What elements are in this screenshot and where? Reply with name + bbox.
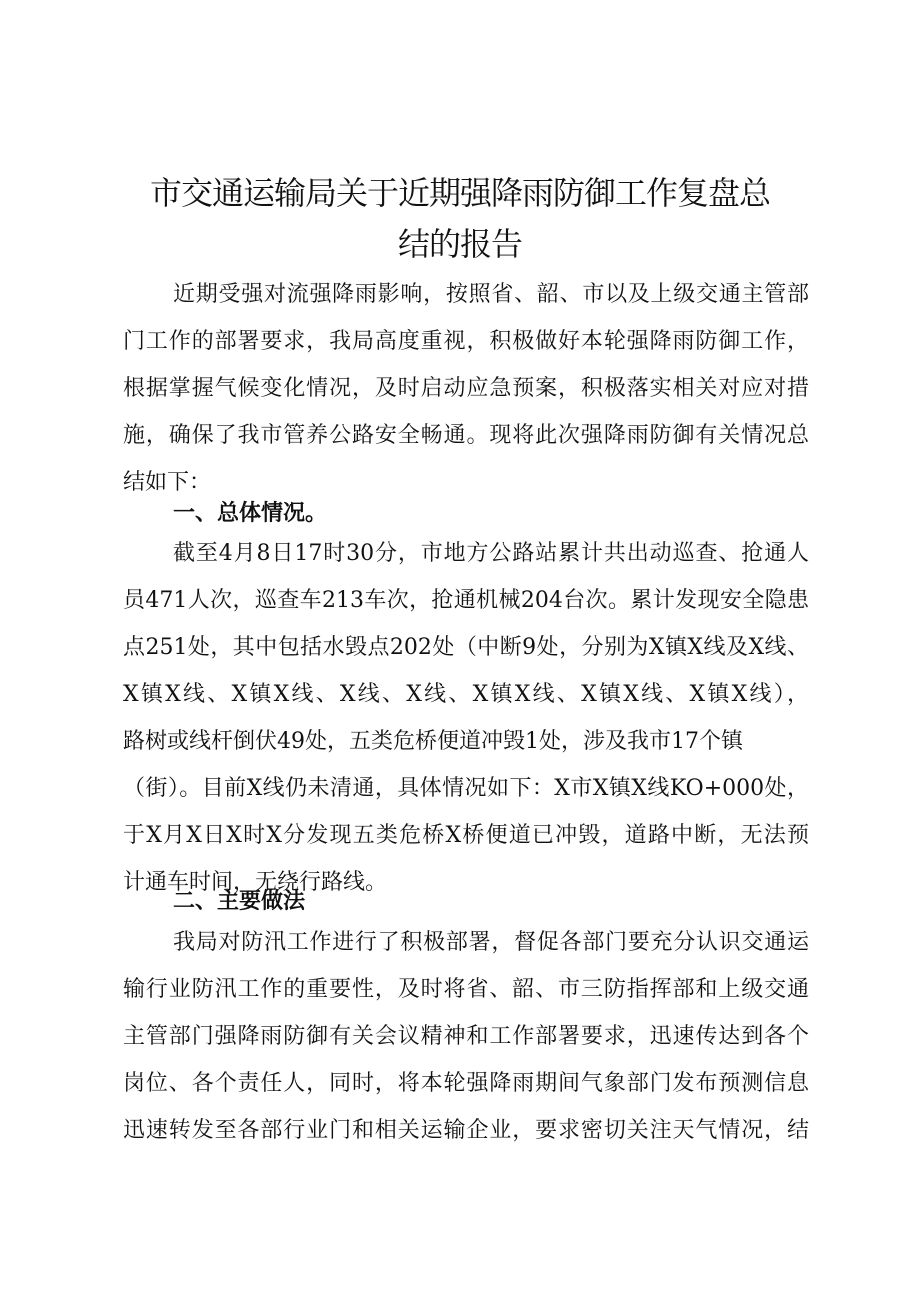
paragraph-line: 截至4月8日17时30分，市地方公路站累计共出动巡查、抢通人 bbox=[173, 541, 809, 566]
intro-paragraph bbox=[123, 271, 809, 506]
paragraph-line: （街）。目前X线仍未清通，具体情况如下：X市X镇X线KO+000处， bbox=[123, 776, 809, 801]
paragraph-line: 结如下： bbox=[123, 470, 212, 495]
paragraph-line: 输行业防汛工作的重要性，及时将省、韶、市三防指挥部和上级交通 bbox=[123, 977, 809, 1002]
paragraph-line: 门工作的部署要求，我局高度重视，积极做好本轮强降雨防御工作， bbox=[123, 329, 809, 354]
paragraph-line: 主管部门强降雨防御有关会议精神和工作部署要求，迅速传达到各个 bbox=[123, 1024, 809, 1049]
section-heading-overview: 一、总体情况。 bbox=[173, 501, 328, 526]
document-title-line-2: 结的报告 bbox=[397, 225, 522, 263]
paragraph-line: 路树或线杆倒伏49处，五类危桥便道冲毁1处，涉及我市17个镇 bbox=[123, 729, 743, 754]
measures-paragraph bbox=[123, 919, 809, 1154]
paragraph-line: 近期受强对流强降雨影响，按照省、韶、市以及上级交通主管部 bbox=[173, 282, 809, 307]
document-title-line-1: 市交通运输局关于近期强降雨防御工作复盘总 bbox=[149, 174, 770, 212]
paragraph-line: X镇X线、X镇X线、X线、X线、X镇X线、X镇X线、X镇X线）， bbox=[123, 682, 809, 707]
paragraph-line: 计通车时间，无绕行路线。 bbox=[123, 870, 388, 895]
paragraph-line: 点251处，其中包括水毁点202处（中断9处，分别为X镇X线及X线、 bbox=[123, 635, 809, 660]
paragraph-line: 岗位、各个责任人，同时，将本轮强降雨期间气象部门发布预测信息 bbox=[123, 1071, 809, 1096]
paragraph-line: 员471人次，巡查车213车次，抢通机械204台次。累计发现安全隐患 bbox=[123, 588, 809, 613]
section-heading-measures: 二、主要做法 bbox=[173, 889, 306, 914]
paragraph-line: 根据掌握气候变化情况，及时启动应急预案，积极落实相关对应对措 bbox=[123, 376, 809, 401]
paragraph-line: 迅速转发至各部行业门和相关运输企业，要求密切关注天气情况，结 bbox=[123, 1118, 809, 1143]
paragraph-line: 于X月X日X时X分发现五类危桥X桥便道已冲毁，道路中断，无法预 bbox=[123, 823, 809, 848]
paragraph-line: 施，确保了我市管养公路安全畅通。现将此次强降雨防御有关情况总 bbox=[123, 423, 809, 448]
overview-paragraph bbox=[123, 530, 809, 906]
paragraph-line: 我局对防汛工作进行了积极部署，督促各部门要充分认识交通运 bbox=[173, 930, 809, 955]
